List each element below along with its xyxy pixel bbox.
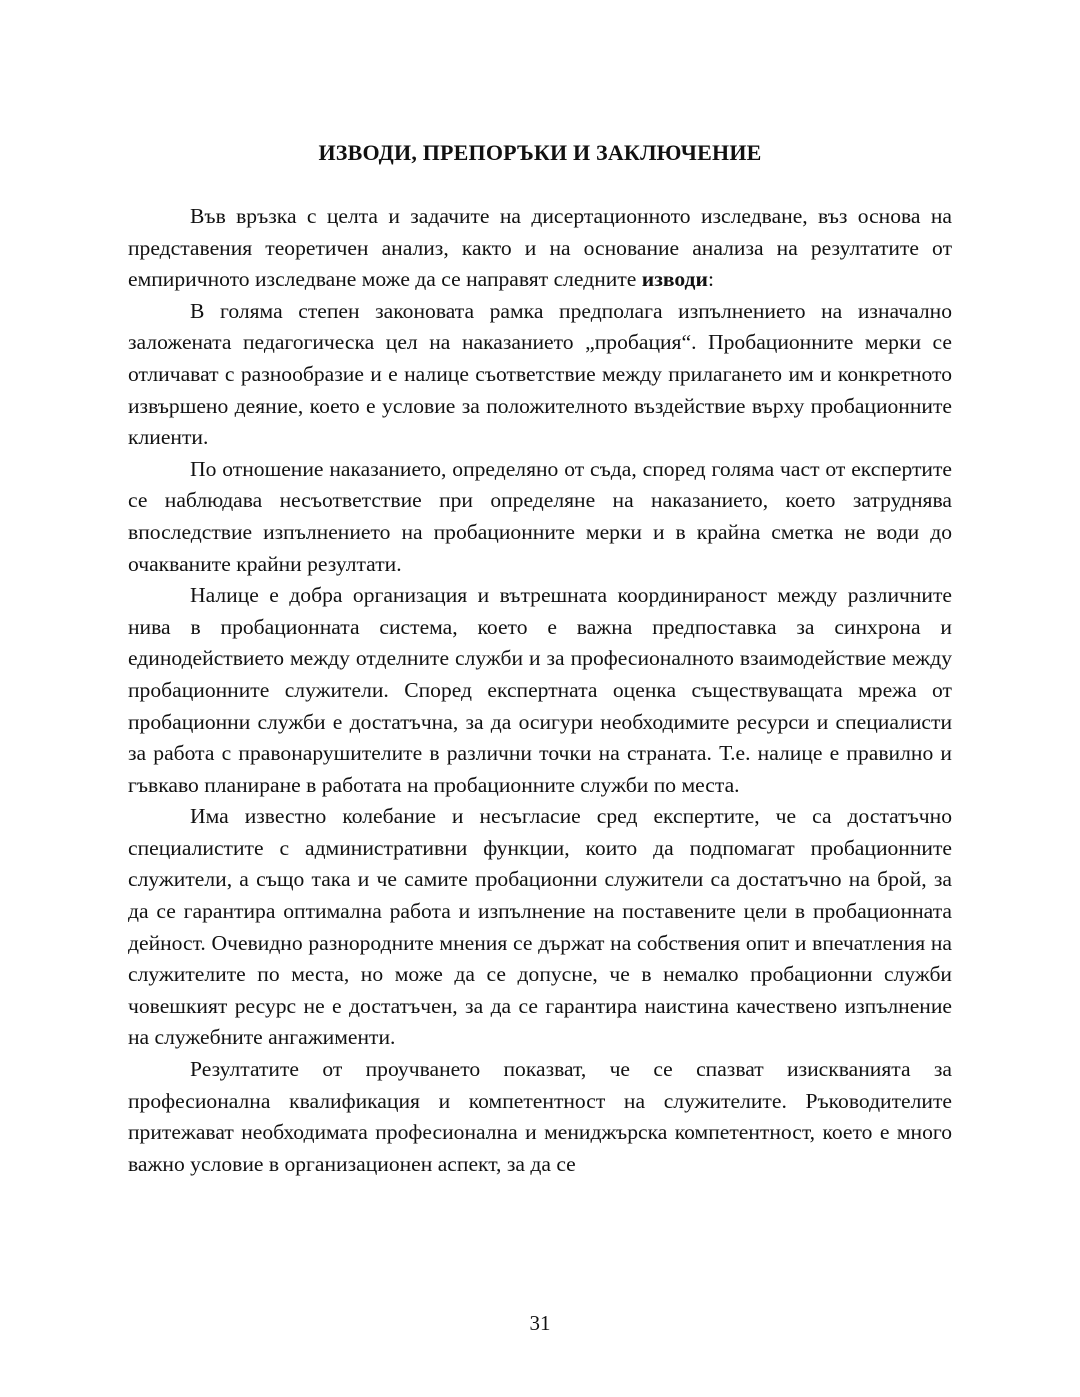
- bold-keyword: изводи: [641, 267, 708, 292]
- body-text: [128, 201, 952, 1180]
- paragraph-conclusions-intro: [128, 201, 952, 296]
- page-number: 31: [529, 1311, 551, 1335]
- section-heading: ИЗВОДИ, ПРЕПОРЪКИ И ЗАКЛЮЧЕНИЕ: [318, 140, 762, 165]
- paragraph-court-sentence: По отношение наказанието, определяно от съда, според голяма част от експертите се наблюдава несъответствие при определяне на наказанието, което затруднява впоследствие изпълнението на пробационните мерки и в крайна сметка не води до очакваните крайни резултати.: [128, 456, 952, 576]
- paragraph-legal-framework: В голяма степен законовата рамка предполага изпълнението на изначално заложената педагогическа цел на наказанието „пробация“. Пробационните мерки се отличават с разнообразие и е налице съответствие между прилагането им и конкретното извършено деяние, което е условие за положителното въздействие върху пробационните клиенти.: [128, 298, 952, 450]
- paragraph-qualification: Резултатите от проучването показват, че се спазват изискванията за професионална квалификация и компетентност на служителите. Ръководителите притежават необходимата професионална и мениджърска компетентност, което е много важно условие в организационен аспект, за да се: [128, 1057, 952, 1176]
- paragraph-organization: Налице е добра организация и вътрешната координираност между различните нива в пробационната система, което е важна предпоставка за синхрона и единодействието между отделните служби и за професионалното взаимодействие между пробационните служители. Според експертната оценка съществуващата мрежа от пробационни служби е достатъчна, за да осигури необходимите ресурси и специалисти за работа с правонарушителите в различни точки на страната. Т.е. налице е правилно и гъвкаво планиране в работата на пробационните служби по места.: [128, 583, 952, 797]
- paragraph-tail: :: [707, 267, 714, 292]
- paragraph-text: Във връзка с целта и задачите на дисертационното изследване, въз основа на представения теоретичен анализ, както и на основание анализа на резултатите от емпиричното изследване може да се направят следните: [128, 204, 952, 292]
- paragraph-staffing: Има известно колебание и несъгласие сред експертите, че са достатъчно специалистите с административни функции, които да подпомагат пробационните служители, а също така и че самите пробационни служители са достатъчно на брой, за да се гарантира оптимална работа и изпълнение на поставените цели в пробационната дейност. Очевидно разнородните мнения се държат на собствения опит и впечатления на служителите по места, но може да се допусне, че в немалко пробационни служби човешкият ресурс не е достатъчен, за да се гарантира наистина качествено изпълнение на служебните ангажименти.: [128, 804, 952, 1050]
